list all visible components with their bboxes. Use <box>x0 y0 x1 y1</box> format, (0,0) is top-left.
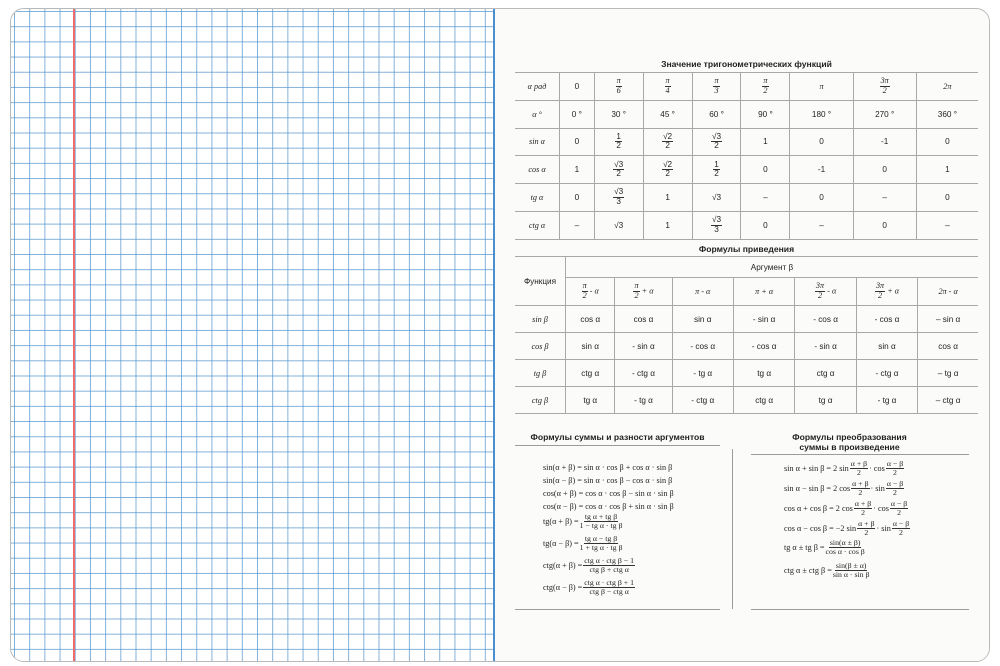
tg-45: 1 <box>643 184 692 212</box>
reduction-sin-2: sin α <box>672 306 733 333</box>
stp-num2: α − β <box>886 459 904 468</box>
sin-270: -1 <box>853 128 916 156</box>
rad-2pi: 2π <box>916 73 978 101</box>
stp-num1: α + β <box>850 459 868 468</box>
cos-45: $\frac{√2}{2}$ <box>643 156 692 184</box>
ctg-90: 0 <box>741 211 790 239</box>
reduction-cos-0: sin α <box>566 333 615 360</box>
formula-tg-diff-lhs: tg(α − β) = <box>543 539 579 549</box>
formula-ctg-sum-lhs: ctg(α + β) = <box>543 561 583 571</box>
formula-ctg-sum <box>543 557 636 574</box>
deg-1: 30 ° <box>594 100 643 128</box>
formula-tg-sum-lhs: tg(α + β) = <box>543 517 579 527</box>
deg-7: 360 ° <box>916 100 978 128</box>
stp-num2: α − β <box>890 499 908 508</box>
function-header: Функция <box>515 257 566 306</box>
notebook-spread <box>10 8 990 662</box>
reduction-cos-4: - sin α <box>795 333 856 360</box>
stp-den1: 2 <box>858 488 863 498</box>
sum-to-product-formula <box>784 500 909 517</box>
reduction-ctg-2: - ctg α <box>672 387 733 414</box>
formula-ctg-sum-den: ctg β + ctg α <box>589 565 629 575</box>
cos-60: $\frac{1}{2}$ <box>692 156 741 184</box>
sum-to-product-formula <box>784 520 911 537</box>
cos-180: -1 <box>790 156 853 184</box>
formula-tg-diff-num: tg α − tg β <box>584 534 618 543</box>
arg-3pi2-plus: $\frac{3\pi}{2}$ + α <box>856 278 917 306</box>
reduction-tg-3: tg α <box>733 360 794 387</box>
cos-30: $\frac{√3}{2}$ <box>594 156 643 184</box>
row-header-tg: tg α <box>515 184 560 212</box>
reduction-ctg-5: - tg α <box>856 387 917 414</box>
stp-lhs: sin α + sin β = 2 sin <box>784 464 849 474</box>
stp-num1: α + β <box>854 499 872 508</box>
reduction-tg-6: – tg α <box>918 360 978 387</box>
formula-cos-sum: cos(α + β) = cos α · cos β − sin α · sin β <box>543 489 674 498</box>
reduction-ctg-0: tg α <box>566 387 615 414</box>
argument-header-text: Аргумент β <box>750 262 794 272</box>
reduction-cos-3: - cos α <box>733 333 794 360</box>
formula-ctg-diff-lhs: ctg(α − β) = <box>543 583 583 593</box>
arg-3pi2-minus: $\frac{3\pi}{2}$ - α <box>795 278 856 306</box>
reduction-sin-1: cos α <box>615 306 672 333</box>
row-header-cos: cos α <box>515 156 560 184</box>
reduction-sin-3: - sin α <box>733 306 794 333</box>
stp-num1: α + β <box>858 519 875 528</box>
formula-cos-diff: cos(α − β) = cos α · cos β + sin α · sin β <box>543 502 674 511</box>
reduction-tg-4: ctg α <box>795 360 856 387</box>
ctg-sum-ratio-den: sin α · sin β <box>832 570 870 580</box>
sum-bottom-line <box>515 609 720 610</box>
tg-180: 0 <box>790 184 853 212</box>
tg-0: 0 <box>560 184 595 212</box>
sum-title-underline <box>515 445 720 446</box>
tg-sum-ratio-lhs: tg α ± tg β = <box>784 543 825 553</box>
formula-ctg-diff-num: ctg α · ctg β + 1 <box>584 578 634 587</box>
formula-ctg-sum-num: ctg α · ctg β − 1 <box>584 556 634 565</box>
grid-page <box>11 9 493 661</box>
formula-ctg-diff <box>543 579 636 596</box>
tg-90: – <box>741 184 790 212</box>
arg-pi-plus: π + α <box>733 278 794 306</box>
stp-mid: · sin <box>870 484 885 494</box>
reduction-sin-0: cos α <box>566 306 615 333</box>
ctg-sum-ratio-lhs: ctg α ± ctg β = <box>784 566 832 576</box>
product-title-line1: Формулы преобразования <box>792 432 907 442</box>
reduction-sin-6: – sin α <box>918 306 978 333</box>
stp-den1: 2 <box>857 468 861 478</box>
column-divider <box>732 449 733 609</box>
stp-den1: 2 <box>861 508 865 518</box>
rad-pi: π <box>790 73 853 101</box>
stp-num2: α − β <box>892 519 910 528</box>
reduction-row-header-tg: tg β <box>515 360 566 387</box>
cos-360: 1 <box>916 156 978 184</box>
sin-60: $\frac{√3}{2}$ <box>692 128 741 156</box>
deg-2: 45 ° <box>643 100 692 128</box>
stp-mid: · sin <box>876 524 891 534</box>
trig-table-title: Значение тригонометрических функций <box>661 59 832 69</box>
ctg-30: √3 <box>594 211 643 239</box>
arg-2pi-minus: 2π - α <box>918 278 978 306</box>
deg-5: 180 ° <box>790 100 853 128</box>
reduction-row-header-ctg: ctg β <box>515 387 566 414</box>
formula-tg-diff-den: 1 + tg α · tg β <box>579 543 623 553</box>
ctg-60: $\frac{√3}{3}$ <box>692 211 741 239</box>
reduction-cos-2: - cos α <box>672 333 733 360</box>
formula-sin-diff: sin(α − β) = sin α · cos β − cos α · sin β <box>543 476 673 485</box>
formula-ctg-sum-ratio <box>784 562 870 579</box>
row-header-deg: α ° <box>515 100 560 128</box>
sum-to-product-formula <box>784 480 905 497</box>
reduction-row-header-cos: cos β <box>515 333 566 360</box>
sum-to-product-formula <box>784 460 905 477</box>
reduction-ctg-1: - tg α <box>615 387 672 414</box>
stp-den2: 2 <box>893 488 897 498</box>
stp-lhs: cos α − cos β = −2 sin <box>784 524 857 534</box>
stp-den1: 2 <box>864 528 869 538</box>
tg-360: 0 <box>916 184 978 212</box>
stp-den2: 2 <box>899 528 903 538</box>
arg-pi2-minus: $\frac{\pi}{2}$ - α <box>566 278 615 306</box>
reduction-tg-2: - tg α <box>672 360 733 387</box>
formula-ctg-diff-den: ctg β − ctg α <box>589 587 629 597</box>
product-title-line2: суммы в произведение <box>799 442 900 452</box>
stp-lhs: cos α + cos β = 2 cos <box>784 504 853 514</box>
rad-0: 0 <box>560 73 595 101</box>
margin-line <box>73 9 75 661</box>
arg-pi-minus: π - α <box>672 278 733 306</box>
reduction-table <box>515 256 978 414</box>
rad-pi-3: $\frac{\pi}{3}$ <box>692 73 741 101</box>
reduction-ctg-6: – ctg α <box>918 387 978 414</box>
product-bottom-line <box>751 609 969 610</box>
cos-270: 0 <box>853 156 916 184</box>
stp-mid: · cos <box>873 504 889 514</box>
reduction-row-header-sin: sin β <box>515 306 566 333</box>
trig-table <box>515 72 978 240</box>
cos-0: 1 <box>560 156 595 184</box>
stp-lhs: sin α − sin β = 2 cos <box>784 484 851 494</box>
stp-num1: α + β <box>852 479 869 488</box>
ctg-180: – <box>790 211 853 239</box>
rad-3pi-2: $\frac{3\pi}{2}$ <box>853 73 916 101</box>
argument-header <box>566 257 979 278</box>
deg-4: 90 ° <box>741 100 790 128</box>
reduction-sin-5: - cos α <box>856 306 917 333</box>
product-title-underline <box>751 454 969 455</box>
row-header-sin: sin α <box>515 128 560 156</box>
stp-mid: · cos <box>869 464 885 474</box>
tg-60: √3 <box>692 184 741 212</box>
formula-tg-sum-den: 1 − tg α · tg β <box>579 521 623 531</box>
ctg-45: 1 <box>643 211 692 239</box>
sin-30: $\frac{1}{2}$ <box>594 128 643 156</box>
deg-0: 0 ° <box>560 100 595 128</box>
deg-3: 60 ° <box>692 100 741 128</box>
formula-sin-sum: sin(α + β) = sin α · cos β + cos α · sin β <box>543 463 673 472</box>
reduction-ctg-4: tg α <box>795 387 856 414</box>
ctg-0: – <box>560 211 595 239</box>
row-header-rad: α рад <box>515 73 560 101</box>
tg-30: $\frac{√3}{3}$ <box>594 184 643 212</box>
cos-90: 0 <box>741 156 790 184</box>
ctg-270: 0 <box>853 211 916 239</box>
formula-tg-diff <box>543 535 623 552</box>
sin-180: 0 <box>790 128 853 156</box>
formula-tg-sum-num: tg α + tg β <box>584 512 618 521</box>
sum-formulas-title: Формулы суммы и разности аргументов <box>530 432 705 442</box>
reduction-cos-5: sin α <box>856 333 917 360</box>
tg-sum-ratio-num: sin(α ± β) <box>829 538 861 547</box>
row-header-ctg: ctg α <box>515 211 560 239</box>
sin-0: 0 <box>560 128 595 156</box>
rad-pi-6: $\frac{\pi}{6}$ <box>594 73 643 101</box>
reference-page <box>495 9 989 661</box>
reduction-sin-4: - cos α <box>795 306 856 333</box>
formula-tg-sum <box>543 513 623 530</box>
ctg-sum-ratio-num: sin(β ± α) <box>835 561 867 570</box>
rad-pi-4: $\frac{\pi}{4}$ <box>643 73 692 101</box>
tg-sum-ratio-den: cos α · cos β <box>825 547 865 557</box>
arg-pi2-plus: $\frac{\pi}{2}$ + α <box>615 278 672 306</box>
stp-den2: 2 <box>897 508 902 518</box>
reduction-cos-6: cos α <box>918 333 978 360</box>
sin-45: $\frac{√2}{2}$ <box>643 128 692 156</box>
reduction-tg-1: - ctg α <box>615 360 672 387</box>
formula-tg-sum-ratio <box>784 539 866 556</box>
ctg-360: – <box>916 211 978 239</box>
reduction-ctg-3: ctg α <box>733 387 794 414</box>
product-formulas-title <box>741 432 958 452</box>
stp-num2: α − β <box>886 479 904 488</box>
deg-6: 270 ° <box>853 100 916 128</box>
reduction-table-title: Формулы приведения <box>698 244 795 254</box>
rad-pi-2: $\frac{\pi}{2}$ <box>741 73 790 101</box>
reduction-tg-5: - ctg α <box>856 360 917 387</box>
reduction-tg-0: ctg α <box>566 360 615 387</box>
sin-360: 0 <box>916 128 978 156</box>
tg-270: – <box>853 184 916 212</box>
stp-den2: 2 <box>893 468 897 478</box>
sin-90: 1 <box>741 128 790 156</box>
reduction-cos-1: - sin α <box>615 333 672 360</box>
